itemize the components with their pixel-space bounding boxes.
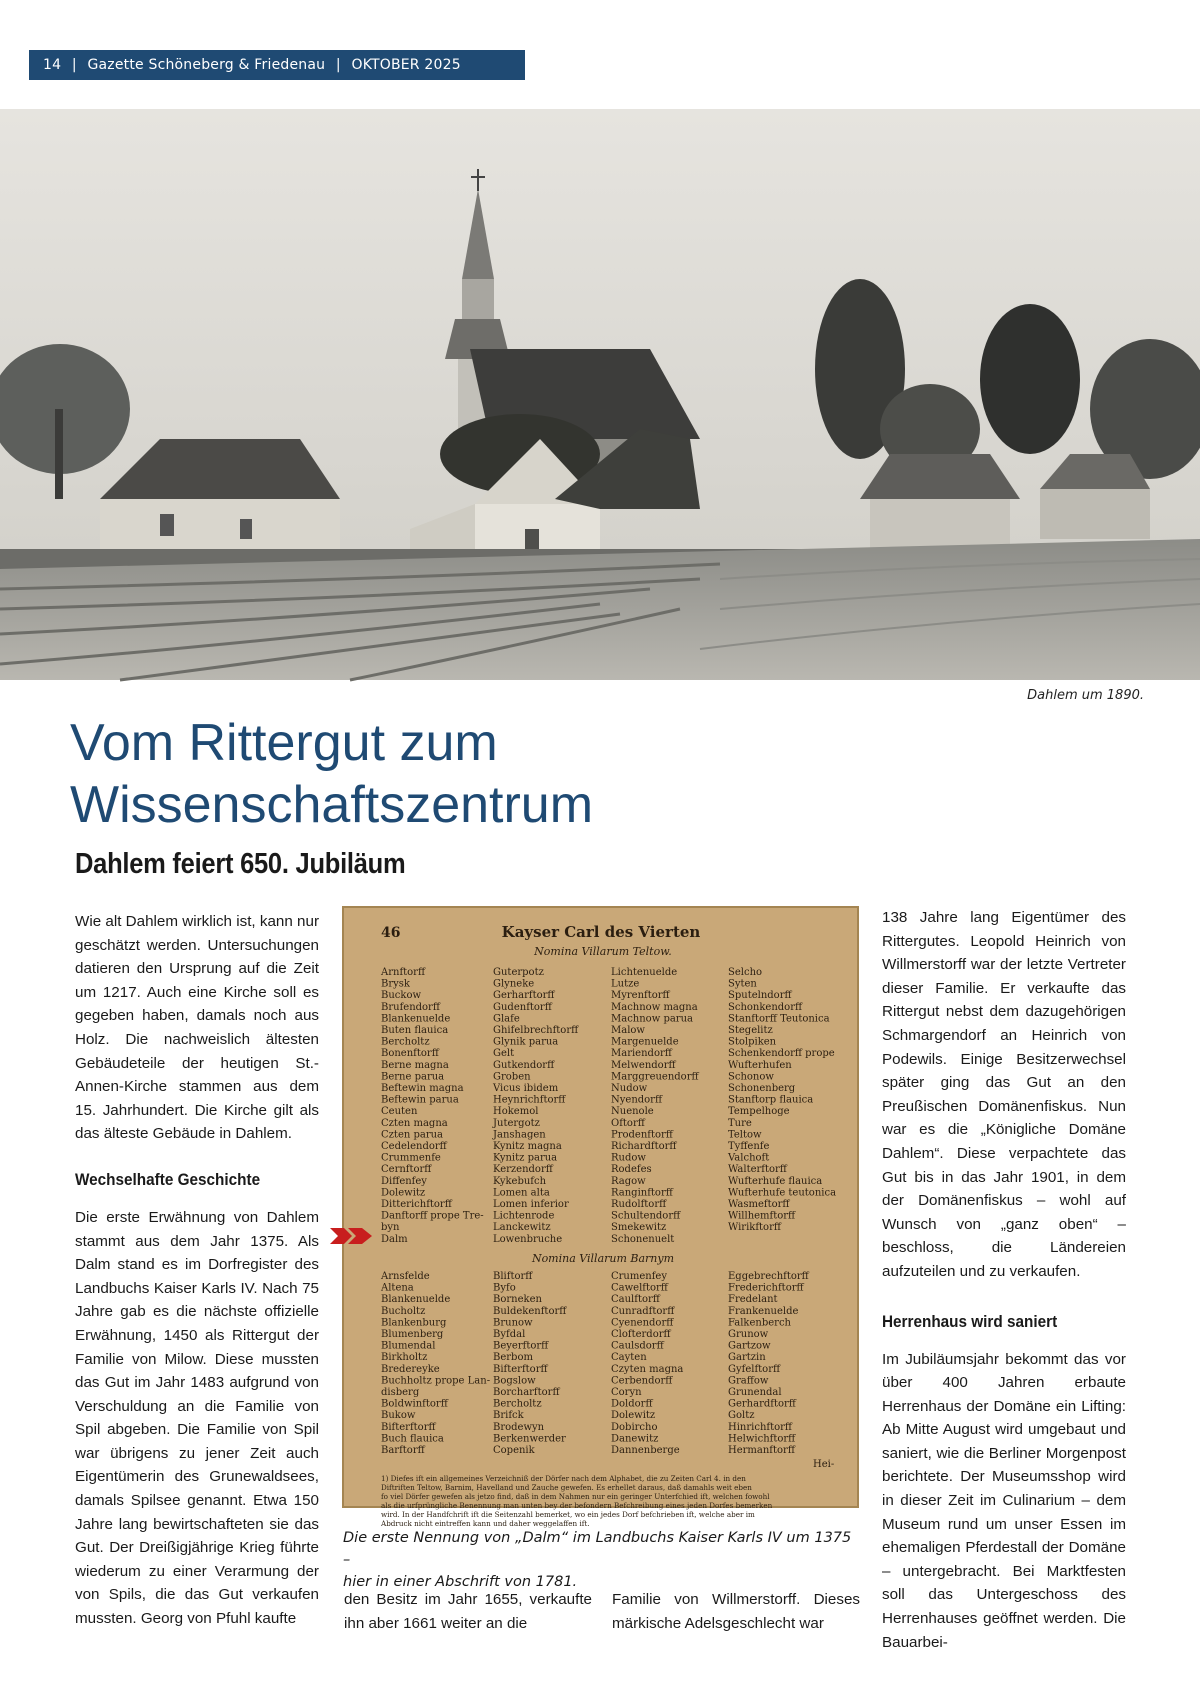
middle-column-1	[344, 1588, 592, 1635]
scan-entry: Ditterichftorff	[381, 1199, 452, 1210]
page-header-bar	[29, 50, 525, 80]
scan-entry: Borneken	[493, 1294, 542, 1306]
scan-entry: Bukow	[381, 1410, 416, 1422]
scan-caption-line-1: Die erste Nennung von „Dalm“ im Landbuchs Kaiser Karls IV um 1375 –	[343, 1530, 852, 1568]
scan-entry: Ranginftorff	[611, 1187, 673, 1199]
scan-entry: Czten magna	[381, 1117, 448, 1129]
scan-entry: Oftorff	[611, 1117, 645, 1129]
intro-paragraph: Wie alt Dahlem wirklich ist, kann nur geschätzt werden. Untersuchungen datieren den Ursprung auf die Zeit um 1217. Auch eine Kirche soll es gegeben haben, damals noch aus Holz. Die nachweislich ältesten Gebäudeteile der heutigen St.-Annen-Kirche stammen aus dem 15. Jahrhundert. Die Kirche gilt als das älteste Gebäude in Dahlem.	[75, 913, 319, 1143]
scan-entry: Bredereyke	[381, 1363, 440, 1375]
scan-entry: Smekewitz	[611, 1222, 667, 1234]
scan-entry: Stolpiken	[728, 1036, 777, 1048]
scan-entry: Gelt	[493, 1048, 515, 1060]
scan-entry: Gartzin	[728, 1352, 766, 1364]
scan-entry: Prodenftorff	[611, 1129, 673, 1141]
scan-entry: Wirikftorff	[728, 1222, 781, 1234]
scan-footnote-1: 1) Diefes ift ein allgemeines Verzeichniß der Dörfer nach dem Alphabet, die zu Zeiten Carl 4. in den	[381, 1474, 746, 1483]
scan-entry: Valchoft	[728, 1152, 770, 1164]
scan-entry: Lutze	[611, 978, 640, 990]
scan-entry: Gartzow	[728, 1340, 771, 1352]
scan-entry: Richardftorff	[611, 1141, 677, 1152]
scan-entry: Frederichftorff	[728, 1282, 804, 1294]
scan-entry: Bliftorff	[493, 1271, 533, 1282]
scan-entry: Lichtenuelde	[611, 967, 678, 978]
right-column	[882, 906, 1126, 1654]
scan-entry: Dannenberge	[611, 1445, 680, 1456]
scan-subtitle-teltow: Nomina Villarum Teltow.	[534, 945, 672, 958]
scan-footnote-3: fo viel Dörfer gewefen als jetzo find, daß in dem Nahmen nur ein geringer Unterfchied ift, welchen fowohl	[381, 1492, 770, 1501]
scan-entry: Gerharftorff	[493, 990, 555, 1002]
middle-column-2	[612, 1588, 860, 1635]
header-separator-1: |	[71, 57, 77, 73]
scan-entry: Tyffenfe	[728, 1141, 770, 1152]
scan-entry: Kykebufch	[493, 1175, 547, 1187]
scan-entry: Coryn	[611, 1387, 642, 1398]
scan-entry: Eggebrechftorff	[728, 1271, 809, 1282]
publication-name: Gazette Schöneberg & Friedenau	[87, 57, 326, 73]
scan-entry: Melwendorff	[611, 1059, 676, 1071]
scan-entry: Schonkendorff	[728, 1001, 803, 1013]
scan-footnote-5: wird. In der Handfchrift ift die Seitenzahl bemerket, wo ein jedes Dorf befchrieben ift, welche aber im	[381, 1510, 755, 1519]
left-column	[75, 910, 319, 1631]
scan-entry: Dobircho	[611, 1421, 658, 1433]
scan-entry: Borcharftorff	[493, 1387, 560, 1398]
scan-entry: Lowenbruche	[493, 1233, 563, 1245]
scan-entry: Gutkendorff	[493, 1059, 555, 1071]
hero-illustration	[0, 109, 1200, 680]
section-heading-renovation: Herrenhaus wird saniert	[882, 1311, 1058, 1331]
scan-entry: Ghifelbrechftorff	[493, 1025, 579, 1036]
scan-entry: Crummenfe	[381, 1152, 441, 1164]
scan-entry: Stanftorff Teutonica	[728, 1013, 830, 1025]
scan-entry: Falkenberch	[728, 1317, 791, 1329]
scan-entry: Czten parua	[381, 1129, 444, 1141]
scan-hei: Hei-	[813, 1459, 835, 1470]
scan-entry: Heynrichftorff	[493, 1094, 566, 1106]
scan-entry: Mariendorff	[611, 1048, 672, 1060]
scan-entry: Berkenwerder	[493, 1433, 566, 1445]
scan-entry: Dolewitz	[611, 1410, 656, 1422]
scan-footnote-2: Diftriften Teltow, Barnim, Havelland und Zauche gewefen. Es erhellet daraus, daß damahls weit eben	[381, 1483, 752, 1492]
scan-entry: Brufendorff	[381, 1001, 440, 1013]
scan-entry: Janshagen	[493, 1129, 546, 1141]
scan-entry: Blankenburg	[381, 1317, 447, 1329]
scan-entry: Teltow	[728, 1129, 762, 1141]
scan-entry: Cerbendorff	[611, 1375, 673, 1387]
scan-entry: Tempelhoge	[728, 1106, 790, 1118]
scan-entry: Brunow	[493, 1317, 533, 1329]
scan-entry: Groben	[493, 1071, 531, 1083]
scan-entry: Berne magna	[381, 1059, 449, 1071]
scan-entry: Goltz	[728, 1410, 755, 1422]
scan-entry: Nyendorff	[611, 1094, 663, 1106]
scan-entry: Grunendal	[728, 1387, 782, 1398]
scan-entry: Brysk	[381, 978, 410, 990]
scan-caption-line-2: hier in einer Abschrift von 1781.	[343, 1574, 578, 1590]
scan-entry: Graffow	[728, 1375, 769, 1387]
scan-entry: Schonenuelt	[611, 1233, 675, 1245]
scan-entry: Gudenftorff	[493, 1001, 552, 1013]
page-number: 14	[43, 57, 62, 73]
scan-entry: Margenuelde	[611, 1036, 679, 1048]
scan-entry: Malow	[611, 1025, 645, 1036]
scan-entry: Hinrichftorff	[728, 1421, 793, 1433]
scan-entry: Cawelftorff	[611, 1282, 668, 1294]
scan-entry: Cayten	[611, 1352, 647, 1364]
scan-entry: Barftorff	[381, 1445, 425, 1456]
scan-entry: Nuenole	[611, 1106, 654, 1118]
scan-entry: Bercholtz	[493, 1398, 542, 1410]
scan-entry: Clofterdorff	[611, 1329, 671, 1340]
scan-entry: Hermanftorff	[728, 1445, 795, 1456]
scan-entry: Danewitz	[611, 1433, 659, 1445]
scan-entry: Doldorff	[611, 1398, 653, 1410]
scan-entry: Birkholtz	[381, 1352, 428, 1364]
scan-entry: Gyfelftorff	[728, 1363, 781, 1375]
middle-paragraph-1: den Besitz im Jahr 1655, verkaufte ihn aber 1661 weiter an die	[344, 1591, 592, 1632]
scan-entry: Kynitz parua	[493, 1152, 558, 1164]
scan-entry: Gerhardftorff	[728, 1398, 796, 1410]
scan-entry: Fredelant	[728, 1294, 778, 1306]
scan-entry: Wufterhufe teutonica	[728, 1187, 837, 1199]
scan-entry: Wufterhufen	[728, 1059, 792, 1071]
scan-entry: Grunow	[728, 1329, 769, 1340]
scan-entry: Guterpotz	[493, 967, 544, 978]
scan-entry: Diffenfey	[381, 1175, 427, 1187]
scan-entry: Altena	[381, 1282, 414, 1294]
scan-entry: Cyenendorff	[611, 1317, 674, 1329]
scan-entry: Brifck	[493, 1410, 524, 1422]
scan-entry: Beftewin parua	[381, 1094, 459, 1106]
scan-entry: Bifterftorff	[381, 1421, 436, 1433]
middle-paragraph-2: Familie von Willmerstorff. Dieses märkische Adelsgeschlecht war	[612, 1591, 860, 1632]
scan-title: Kayser Carl des Vierten	[501, 923, 701, 941]
scan-entry: Ragow	[611, 1175, 646, 1187]
scan-entry: Byfo	[493, 1282, 516, 1294]
scan-entry: Vicus ibidem	[493, 1083, 559, 1094]
scan-entry: Marggreuendorff	[611, 1071, 699, 1083]
scan-entry: Ceuten	[381, 1106, 418, 1118]
scan-entry: Willhemftorff	[728, 1210, 796, 1222]
scan-entry: Lomen inferior	[493, 1199, 569, 1210]
scan-entry: Byfdal	[493, 1329, 526, 1340]
scan-entry: Beyerftorff	[493, 1340, 549, 1352]
scan-entry: Cernftorff	[381, 1164, 432, 1176]
scan-entry: Buten flauica	[381, 1025, 449, 1036]
headline-line-1: Vom Rittergut zum	[70, 714, 498, 772]
headline-line-2: Wissenschaftszentrum	[70, 776, 594, 834]
scan-entry: Berne parua	[381, 1071, 445, 1083]
scan-entry: Beftewin magna	[381, 1083, 464, 1094]
scan-entry: Machnow parua	[611, 1013, 693, 1025]
village-church-drawing	[0, 109, 1200, 680]
scan-entry: Jutergotz	[493, 1117, 540, 1129]
article-headline	[70, 712, 970, 836]
landbuch-page-image	[343, 907, 858, 1528]
scan-entry: Lomen alta	[493, 1187, 550, 1199]
scan-entry: Cunradftorff	[611, 1305, 675, 1317]
scan-entry: Nudow	[611, 1083, 648, 1094]
scan-entry: Crumenfey	[611, 1271, 667, 1282]
scan-entry: Stanftorp flauica	[728, 1094, 814, 1106]
scan-entry: Myrenftorff	[611, 990, 670, 1002]
scan-entry: Cedelendorff	[381, 1141, 447, 1152]
scan-entry: Blankenuelde	[381, 1013, 451, 1025]
scan-entry: Buch flauica	[381, 1433, 444, 1445]
renovation-paragraph: Im Jubiläumsjahr bekommt das vor über 400 Jahren erbaute Herrenhaus der Domäne ein Lifting: Ab Mitte August wird umgebaut und saniert, wie die Berliner Morgenpost berichtete. Der Museumsshop wird in dieser Zeit im Culinarium – dem Museum rund um unser Essen im ehemaligen Pferdestall der Domäne – untergebracht. Bei Marktfesten soll das Untergeschoss des Herrenhauses geöffnet werden. Die Bauarbei-	[882, 1350, 1126, 1651]
scan-entry: Bifterftorff	[493, 1363, 548, 1375]
scan-page-number: 46	[381, 925, 401, 941]
scan-entry: Frankenuelde	[728, 1305, 799, 1317]
scan-entry: byn	[381, 1222, 400, 1234]
scan-entry: Buldekenftorff	[493, 1305, 567, 1317]
scan-entry: Caulsdorff	[611, 1340, 664, 1352]
scan-entry: Caulftorff	[611, 1294, 660, 1306]
scan-entry: Schultendorff	[611, 1210, 681, 1222]
scan-entry: Czyten magna	[611, 1363, 684, 1375]
scan-entry: Syten	[728, 978, 757, 990]
scan-entry: Kynitz magna	[493, 1141, 562, 1152]
scan-entry: Dolewitz	[381, 1187, 426, 1199]
scan-entry: Bucholtz	[381, 1305, 426, 1317]
scan-entry: Schenkendorff prope	[728, 1048, 835, 1060]
scan-entry: Blumendal	[381, 1340, 436, 1352]
scan-entry: Schonenberg	[728, 1083, 796, 1094]
scan-entry: disberg	[381, 1387, 420, 1398]
scan-entry: Wasmeftorff	[728, 1199, 790, 1210]
scan-entry: Wufterhufe flauica	[728, 1175, 823, 1187]
header-separator-2: |	[335, 57, 341, 73]
scan-entry: Rodefes	[611, 1164, 652, 1176]
scan-entry: Dalm	[381, 1233, 408, 1245]
scan-entry: Lichtenrode	[493, 1210, 555, 1222]
landbuch-scan	[343, 907, 858, 1528]
scan-entry: Glafe	[493, 1013, 520, 1025]
scan-entry: Bercholtz	[381, 1036, 430, 1048]
scan-footnote-4: als die urfprüngliche Benennung man unten bey der befondern Befchreibung eines jeden Dorfes bemerken	[381, 1501, 773, 1510]
scan-subtitle-barnym: Nomina Villarum Barnym	[531, 1252, 675, 1265]
scan-entry: Hokemol	[493, 1106, 539, 1118]
right-paragraph: 138 Jahre lang Eigentümer des Rittergutes. Leopold Heinrich von Willmerstorff war der letzte Vertreter dieser Familie. Er verkaufte das Rittergut nebst dem dazugehörigen Schmargendorf an Heinrich von Podewils. Einige Besitzerwechsel später ging das Gut an den Preußischen Domänenfiskus. Nun war es die „Königliche Domäne Dahlem“. Diese verpachtete das Gut bis in das Jahr 1901, in dem der Domänenfiskus – wohl auf Wunsch von „ganz oben“ – beschloss, die Ländereien aufzuteilen und zu verkaufen.	[882, 909, 1126, 1280]
scan-entry: Buchholtz prope Lan-	[381, 1375, 491, 1387]
scan-entry: Schonow	[728, 1071, 774, 1083]
scan-entry: Arnsfelde	[381, 1271, 430, 1282]
scan-entry: Rudow	[611, 1152, 646, 1164]
scan-entry: Helwichftorff	[728, 1433, 796, 1445]
scan-entry: Berbom	[493, 1352, 533, 1364]
scan-entry: Brodewyn	[493, 1421, 545, 1433]
history-paragraph: Die erste Erwähnung von Dahlem stammt aus dem Jahr 1375. Als Dalm stand es im Dorfregister des Landbuchs Kaiser Karls IV. Nach 75 Jahre gab es die nächste offizielle Erwähnung, 1450 als Rittergut der Familie von Milow. Diese mussten das Gut im Jahr 1483 aufgrund von Verschuldung an die Familie von Spil abgeben. Die Familie von Spil war übrigens zu jener Zeit auch Eigentümerin des Grunewaldsees, damals Spilsee genannt. Etwa 150 Jahre lang bewirtschafteten sie das Gut. Der Dreißigjährige Krieg führte wiederum zu einer Verarmung der von Spils, die das Gut verkaufen mussten. Georg von Pfuhl kaufte	[75, 1208, 319, 1628]
scan-entry: Kerzendorff	[493, 1164, 553, 1176]
scan-entry: Blankenuelde	[381, 1294, 451, 1306]
article-subheadline: Dahlem feiert 650. Jubiläum	[75, 848, 406, 880]
scan-entry: Buckow	[381, 990, 422, 1002]
scan-entry: Rudolftorff	[611, 1199, 667, 1210]
scan-entry: Lanckewitz	[493, 1222, 551, 1234]
scan-entry: Machnow magna	[611, 1001, 698, 1013]
scan-entry: Boldwinftorff	[381, 1398, 448, 1410]
scan-footnote-6: Abdruck nicht eintreffen kann und daher weggelaffen ift.	[381, 1519, 590, 1528]
scan-entry: Arnftorff	[381, 967, 426, 978]
scan-entry: Stegelitz	[728, 1025, 773, 1036]
scan-entry: Walterftorff	[728, 1164, 787, 1176]
scan-entry: Sputelndorff	[728, 990, 792, 1002]
red-arrow-icon	[330, 1225, 380, 1247]
scan-entry: Bonenftorff	[381, 1048, 439, 1060]
scan-entry: Ture	[728, 1117, 752, 1129]
scan-caption	[343, 1527, 863, 1593]
scan-entry: Danftorff prope Tre-	[381, 1210, 484, 1222]
scan-entry: Glynik parua	[493, 1036, 559, 1048]
scan-entry: Copenik	[493, 1445, 535, 1456]
hero-caption: Dahlem um 1890.	[1027, 688, 1144, 703]
scan-entry: Selcho	[728, 967, 763, 978]
issue-date: OKTOBER 2025	[351, 57, 461, 73]
scan-entry: Blumenberg	[381, 1329, 444, 1340]
scan-entry: Glyneke	[493, 978, 535, 990]
scan-entry: Bogslow	[493, 1375, 536, 1387]
section-heading-history: Wechselhafte Geschichte	[75, 1169, 261, 1189]
